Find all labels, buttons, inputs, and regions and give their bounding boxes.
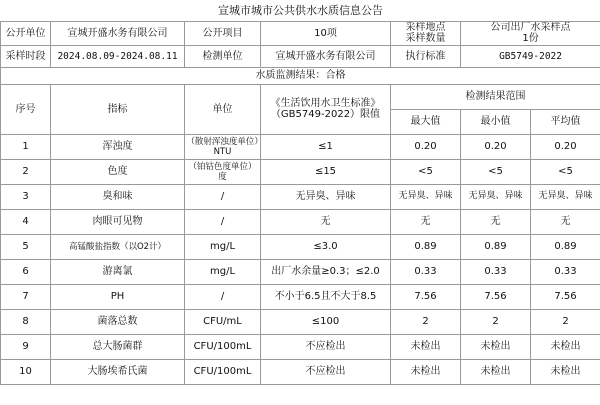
cell-unit: mg/L — [185, 259, 261, 284]
cell-min: 无 — [461, 209, 531, 234]
cell-index: 总大肠菌群 — [51, 334, 185, 359]
cell-max: 2 — [391, 309, 461, 334]
cell-limit: 无 — [261, 209, 391, 234]
cell-max: 0.89 — [391, 234, 461, 259]
header-no: 序号 — [1, 84, 51, 134]
unit-label: 公开单位 — [1, 21, 51, 45]
cell-min: 2 — [461, 309, 531, 334]
cell-limit: ≤3.0 — [261, 234, 391, 259]
cell-no: 10 — [1, 359, 51, 384]
page-title: 宣城市城市公共供水水质信息公告 — [1, 0, 600, 21]
items-label: 公开项目 — [185, 21, 261, 45]
cell-limit: ≤15 — [261, 159, 391, 184]
cell-no: 3 — [1, 184, 51, 209]
cell-avg: 0.20 — [531, 134, 600, 159]
cell-unit: mg/L — [185, 234, 261, 259]
standard-label: 执行标准 — [391, 45, 461, 67]
cell-avg: 未检出 — [531, 359, 600, 384]
table-row — [1, 159, 600, 184]
cell-avg: 2 — [531, 309, 600, 334]
time-label: 采样时段 — [1, 45, 51, 67]
cell-min: 未检出 — [461, 359, 531, 384]
cell-unit: CFU/mL — [185, 309, 261, 334]
cell-max: 0.20 — [391, 134, 461, 159]
cell-avg: 无 — [531, 209, 600, 234]
sample-label: 采样地点 采样数量 — [391, 21, 461, 45]
cell-max: <5 — [391, 159, 461, 184]
cell-limit: ≤1 — [261, 134, 391, 159]
table-row — [1, 234, 600, 259]
table-row — [1, 259, 600, 284]
cell-no: 1 — [1, 134, 51, 159]
standard-value: GB5749-2022 — [461, 45, 600, 67]
table-row — [1, 184, 600, 209]
cell-index: 菌落总数 — [51, 309, 185, 334]
cell-no: 4 — [1, 209, 51, 234]
cell-avg: 无异臭、异味 — [531, 184, 600, 209]
cell-avg: <5 — [531, 159, 600, 184]
header-unit: 单位 — [185, 84, 261, 134]
cell-index: 色度 — [51, 159, 185, 184]
header-limit: 《生活饮用水卫生标准》 （GB5749-2022）限值 — [261, 84, 391, 134]
header-index: 指标 — [51, 84, 185, 134]
cell-unit: CFU/100mL — [185, 334, 261, 359]
cell-limit: ≤100 — [261, 309, 391, 334]
header-max: 最大值 — [391, 109, 461, 134]
cell-index: 大肠埃希氏菌 — [51, 359, 185, 384]
cell-index: 高锰酸盐指数（以O2计） — [51, 234, 185, 259]
cell-unit: / — [185, 284, 261, 309]
cell-avg: 0.89 — [531, 234, 600, 259]
header-avg: 平均值 — [531, 109, 600, 134]
table-row — [1, 334, 600, 359]
cell-limit: 不小于6.5且不大于8.5 — [261, 284, 391, 309]
cell-max: 未检出 — [391, 334, 461, 359]
header-range: 检测结果范围 — [391, 84, 600, 109]
cell-unit: / — [185, 184, 261, 209]
cell-max: 无异臭、异味 — [391, 184, 461, 209]
cell-max: 未检出 — [391, 359, 461, 384]
cell-min: 0.20 — [461, 134, 531, 159]
cell-max: 0.33 — [391, 259, 461, 284]
cell-min: 0.89 — [461, 234, 531, 259]
cell-unit: （铂钴色度单位）度 — [185, 159, 261, 184]
cell-min: 未检出 — [461, 334, 531, 359]
cell-limit: 不应检出 — [261, 359, 391, 384]
cell-index: PH — [51, 284, 185, 309]
header-min: 最小值 — [461, 109, 531, 134]
cell-min: 7.56 — [461, 284, 531, 309]
cell-no: 7 — [1, 284, 51, 309]
cell-index: 浑浊度 — [51, 134, 185, 159]
test-unit-value: 宣城开盛水务有限公司 — [261, 45, 391, 67]
cell-avg: 未检出 — [531, 334, 600, 359]
cell-unit: CFU/100mL — [185, 359, 261, 384]
test-unit-label: 检测单位 — [185, 45, 261, 67]
table-row — [1, 359, 600, 384]
time-value: 2024.08.09-2024.08.11 — [51, 45, 185, 67]
cell-unit: （散射浑浊度单位）NTU — [185, 134, 261, 159]
sample-value: 公司出厂水采样点 1份 — [461, 21, 600, 45]
cell-min: 0.33 — [461, 259, 531, 284]
cell-no: 5 — [1, 234, 51, 259]
table-row — [1, 309, 600, 334]
cell-min: <5 — [461, 159, 531, 184]
cell-index: 臭和味 — [51, 184, 185, 209]
cell-max: 7.56 — [391, 284, 461, 309]
items-value: 10项 — [261, 21, 391, 45]
cell-index: 肉眼可见物 — [51, 209, 185, 234]
cell-no: 6 — [1, 259, 51, 284]
cell-limit: 不应检出 — [261, 334, 391, 359]
cell-index: 游离氯 — [51, 259, 185, 284]
cell-no: 8 — [1, 309, 51, 334]
cell-avg: 0.33 — [531, 259, 600, 284]
cell-max: 无 — [391, 209, 461, 234]
cell-limit: 无异臭、异味 — [261, 184, 391, 209]
table-row — [1, 209, 600, 234]
result-text: 水质监测结果：合格 — [1, 67, 600, 84]
unit-value: 宣城开盛水务有限公司 — [51, 21, 185, 45]
table-row — [1, 284, 600, 309]
cell-unit: / — [185, 209, 261, 234]
table-row — [1, 134, 600, 159]
cell-min: 无异臭、异味 — [461, 184, 531, 209]
cell-avg: 7.56 — [531, 284, 600, 309]
cell-limit: 出厂水余量≥0.3；≤2.0 — [261, 259, 391, 284]
cell-no: 9 — [1, 334, 51, 359]
cell-no: 2 — [1, 159, 51, 184]
data-rows — [1, 134, 600, 384]
